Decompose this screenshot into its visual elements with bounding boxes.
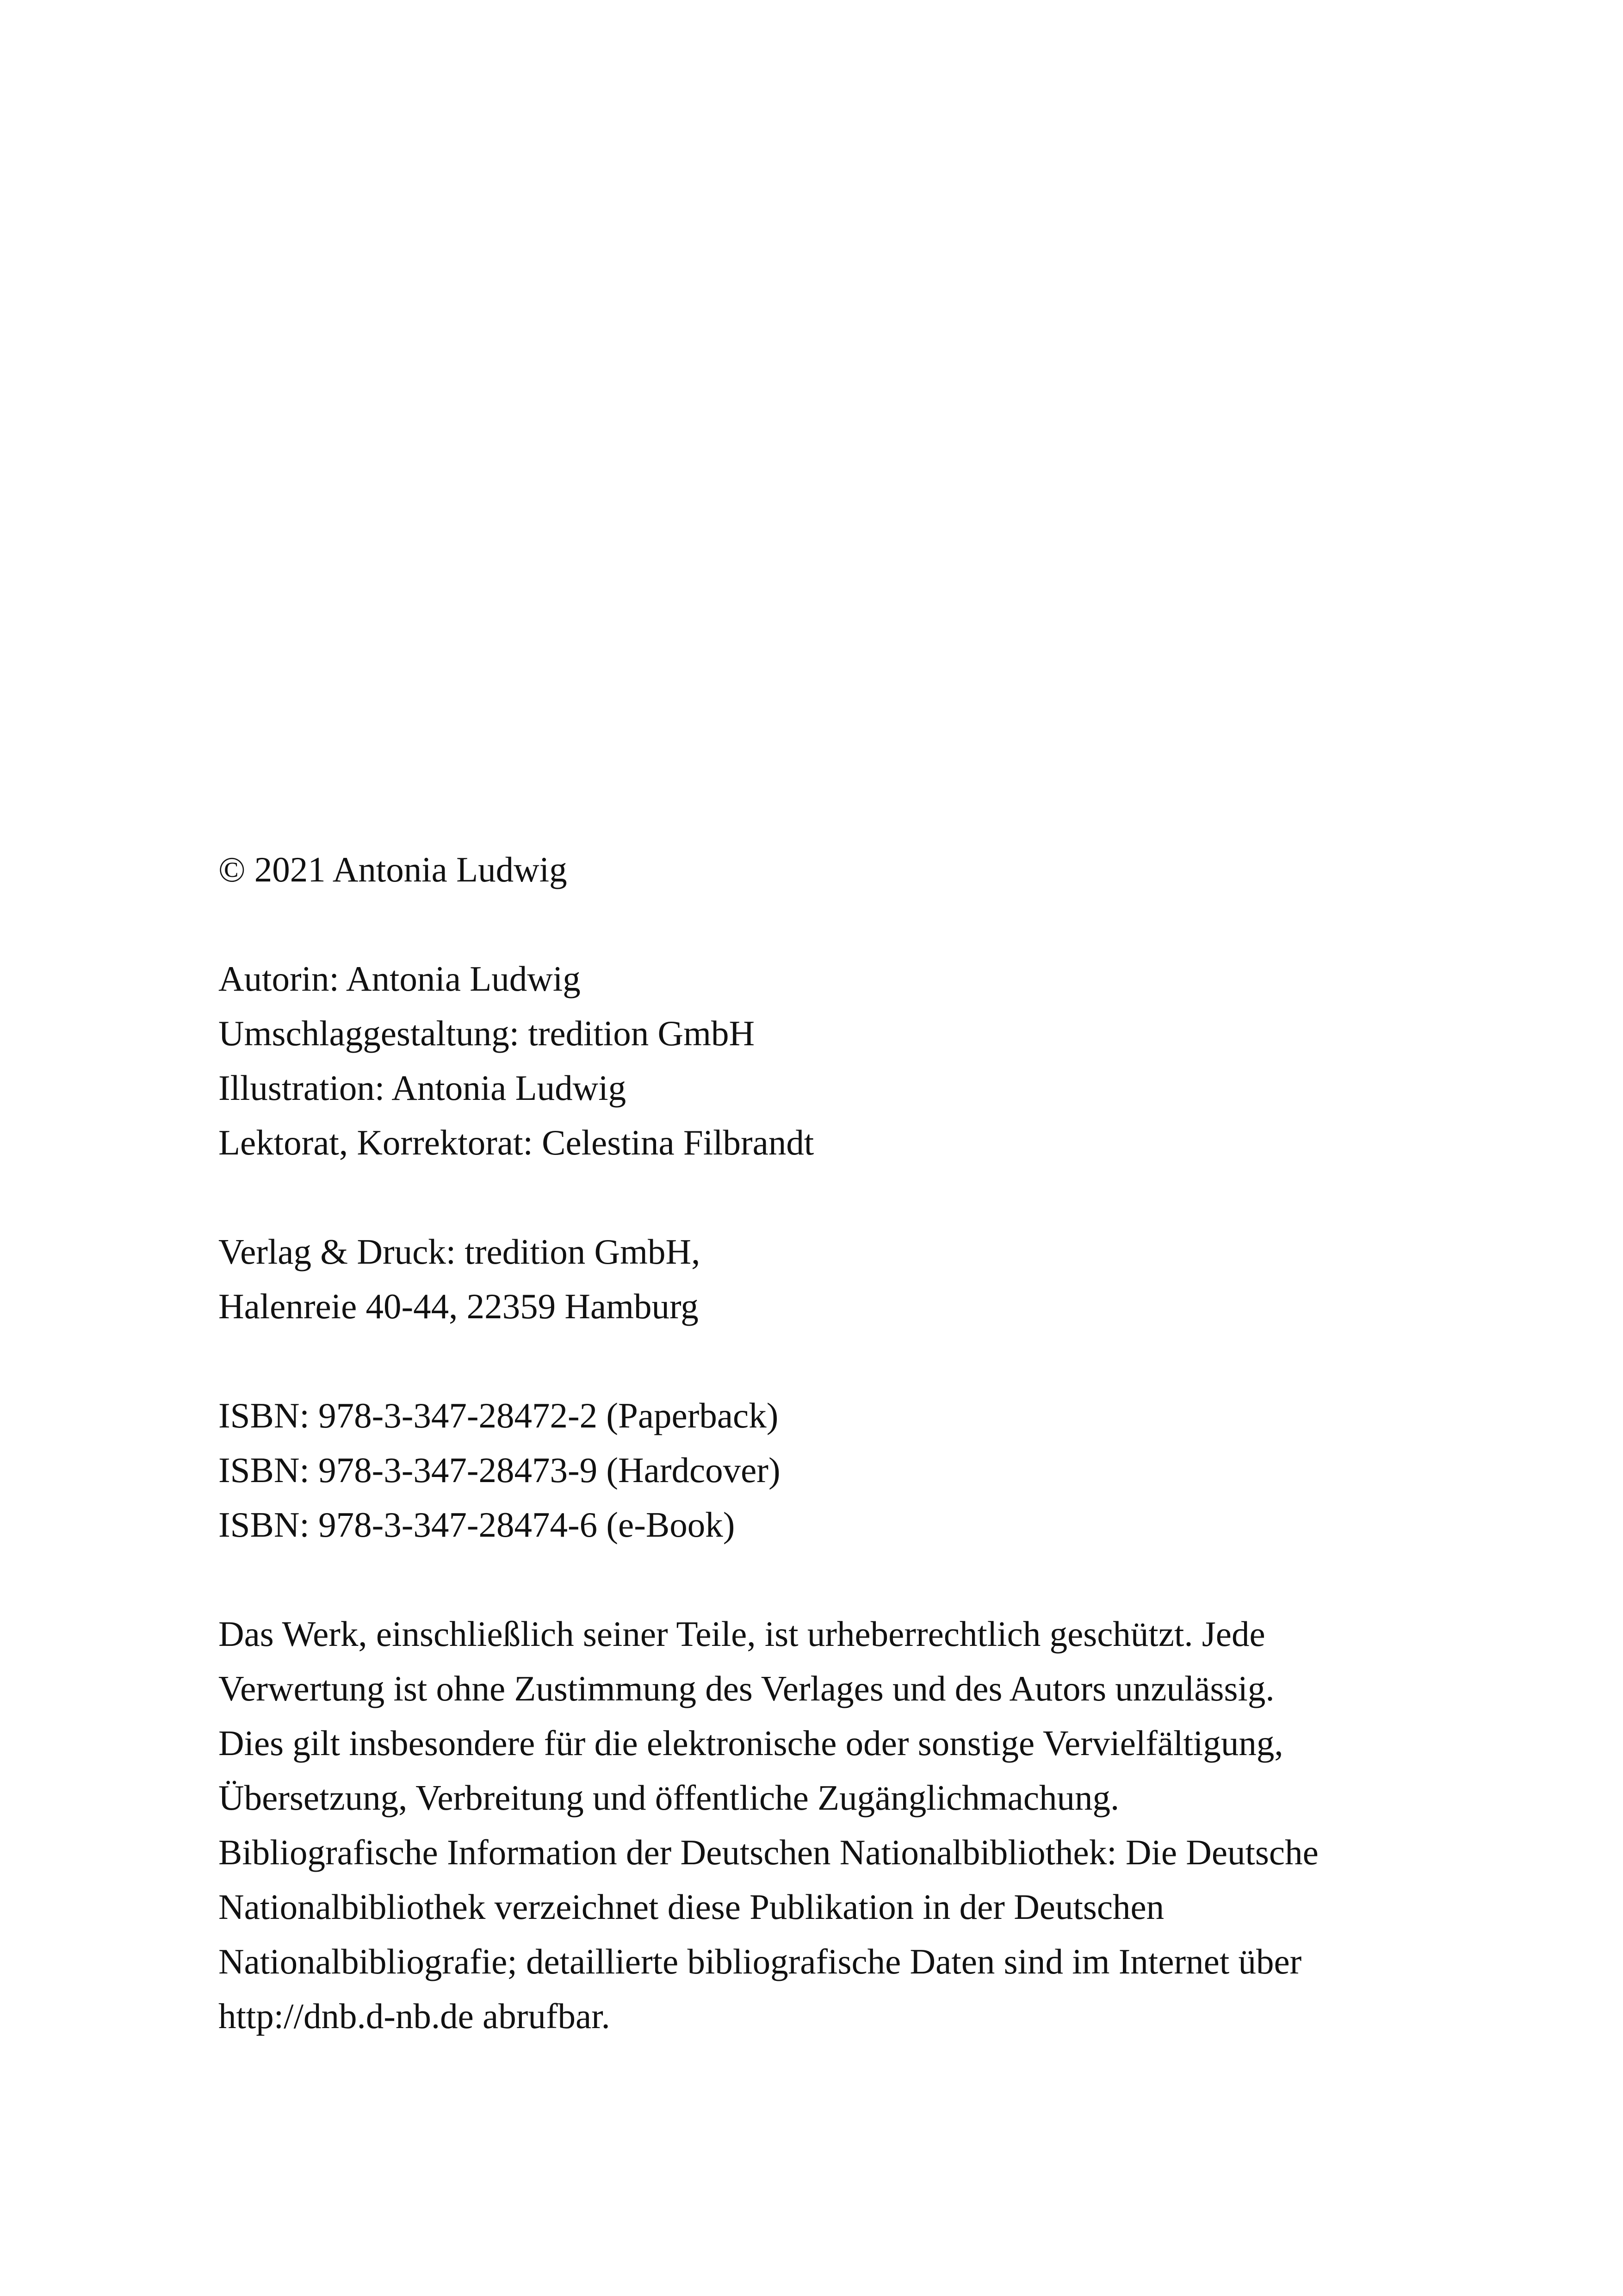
spacer	[218, 1552, 1444, 1607]
legal-line: Nationalbibliothek verzeichnet diese Publikation in der Deutschen	[218, 1887, 1165, 1927]
isbn-paperback: ISBN: 978-3-347-28472-2 (Paperback)	[218, 1396, 779, 1435]
spacer	[218, 1170, 1444, 1224]
credit-author: Autorin: Antonia Ludwig	[218, 959, 581, 999]
isbn-hardcover: ISBN: 978-3-347-28473-9 (Hardcover)	[218, 1450, 781, 1490]
legal-notice	[218, 1607, 1444, 2043]
credit-editing: Lektorat, Korrektorat: Celestina Filbrandt	[218, 1123, 814, 1162]
imprint-page	[218, 842, 1444, 2043]
publisher-name: Verlag & Druck: tredition GmbH,	[218, 1232, 700, 1272]
legal-line: Verwertung ist ohne Zustimmung des Verlages und des Autors unzulässig.	[218, 1669, 1275, 1708]
credit-illustration: Illustration: Antonia Ludwig	[218, 1068, 626, 1108]
credits-block	[218, 951, 1444, 1170]
legal-line: Bibliografische Information der Deutschen Nationalbibliothek: Die Deutsche	[218, 1832, 1319, 1872]
publisher-address: Halenreie 40-44, 22359 Hamburg	[218, 1286, 699, 1326]
copyright-line: © 2021 Antonia Ludwig	[218, 850, 567, 889]
isbn-ebook: ISBN: 978-3-347-28474-6 (e-Book)	[218, 1505, 735, 1545]
isbn-block	[218, 1388, 1444, 1552]
credit-cover-design: Umschlaggestaltung: tredition GmbH	[218, 1013, 755, 1053]
legal-url-line: http://dnb.d-nb.de abrufbar.	[218, 1996, 610, 2036]
spacer	[218, 1334, 1444, 1388]
spacer	[218, 897, 1444, 951]
publisher-block	[218, 1224, 1444, 1334]
legal-line: Dies gilt insbesondere für die elektronische oder sonstige Vervielfältigung,	[218, 1723, 1283, 1763]
legal-line: Nationalbibliografie; detaillierte bibliografische Daten sind im Internet über	[218, 1942, 1302, 1981]
legal-line: Das Werk, einschließlich seiner Teile, ist urheberrechtlich geschützt. Jede	[218, 1614, 1265, 1654]
legal-line: Übersetzung, Verbreitung und öffentliche Zugänglichmachung.	[218, 1778, 1120, 1818]
